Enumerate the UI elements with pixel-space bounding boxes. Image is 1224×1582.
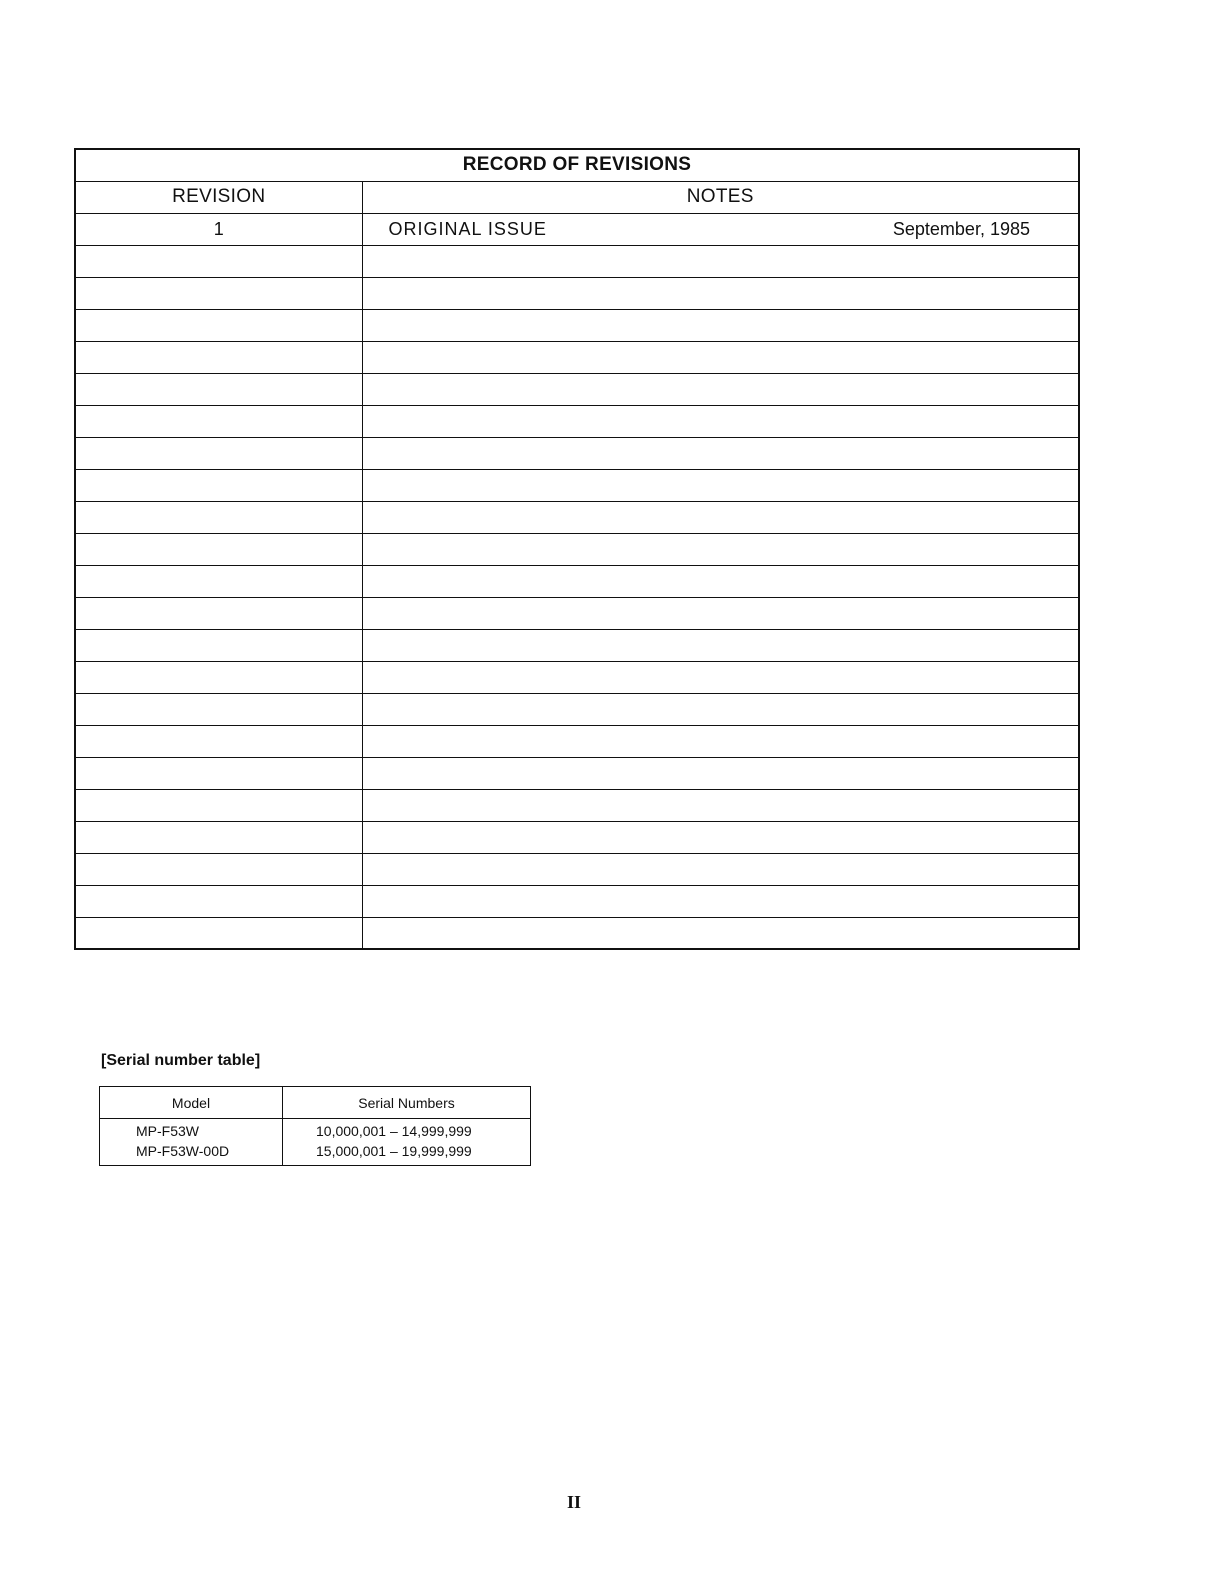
revision-row — [75, 469, 1079, 501]
model-value: MP-F53W — [136, 1123, 199, 1139]
revision-number-cell — [75, 309, 362, 341]
serial-table-caption: [Serial number table] — [101, 1052, 261, 1069]
record-of-revisions-table — [74, 148, 1080, 950]
revision-row — [75, 565, 1079, 597]
notes-column-header: NOTES — [362, 181, 1079, 213]
revision-note-cell — [362, 725, 1079, 757]
revision-number-cell — [75, 437, 362, 469]
revision-number-cell — [75, 853, 362, 885]
revision-number-cell — [75, 757, 362, 789]
revision-number-cell — [75, 821, 362, 853]
revision-note-cell — [362, 341, 1079, 373]
revision-row — [75, 661, 1079, 693]
revision-note-cell — [362, 693, 1079, 725]
revision-note-cell — [362, 373, 1079, 405]
serial-table-row — [100, 1119, 531, 1166]
revision-note-cell — [362, 597, 1079, 629]
serial-cell — [283, 1119, 531, 1166]
revision-note-cell — [362, 501, 1079, 533]
serial-range-value: 10,000,001 – 14,999,999 — [316, 1123, 472, 1139]
revision-row — [75, 245, 1079, 277]
revision-row — [75, 405, 1079, 437]
revision-number-cell — [75, 597, 362, 629]
revision-note-cell — [362, 565, 1079, 597]
serial-range-value: 15,000,001 – 19,999,999 — [316, 1143, 472, 1159]
revision-number-cell — [75, 501, 362, 533]
revision-number-cell — [75, 341, 362, 373]
page-number: II — [566, 1492, 581, 1512]
revision-row — [75, 853, 1079, 885]
revision-number-cell — [75, 629, 362, 661]
revision-note-cell — [362, 757, 1079, 789]
revision-row — [75, 309, 1079, 341]
revision-column-header: REVISION — [75, 181, 362, 213]
revision-number-cell — [75, 245, 362, 277]
revision-note-cell — [362, 789, 1079, 821]
revision-note-cell — [362, 853, 1079, 885]
revision-row — [75, 373, 1079, 405]
revision-note-cell — [362, 405, 1079, 437]
model-column-header: Model — [100, 1087, 283, 1119]
revision-row — [75, 693, 1079, 725]
revision-number-cell — [75, 885, 362, 917]
revision-note-cell — [362, 437, 1079, 469]
revision-row — [75, 789, 1079, 821]
revision-note-cell — [362, 917, 1079, 949]
revision-number-cell — [75, 725, 362, 757]
revision-note-cell — [362, 245, 1079, 277]
revision-row — [75, 917, 1079, 949]
serial-column-header: Serial Numbers — [283, 1087, 531, 1119]
revision-note-text: ORIGINAL ISSUE — [388, 218, 547, 239]
revision-number-cell — [75, 693, 362, 725]
revision-note-cell — [362, 213, 1079, 245]
revisions-title: RECORD OF REVISIONS — [75, 149, 1079, 181]
revision-number-cell — [75, 917, 362, 949]
revision-number-cell: 1 — [75, 213, 362, 245]
revision-date-text: September, 1985 — [892, 218, 1030, 239]
revision-note-cell — [362, 469, 1079, 501]
revision-row — [75, 501, 1079, 533]
revision-row — [75, 725, 1079, 757]
revision-note-cell — [362, 661, 1079, 693]
revision-note-cell — [362, 629, 1079, 661]
revision-row — [75, 277, 1079, 309]
revision-number-cell — [75, 277, 362, 309]
revision-row — [75, 885, 1079, 917]
revision-row — [75, 757, 1079, 789]
revision-row — [75, 597, 1079, 629]
serial-number-table — [99, 1086, 531, 1166]
revision-number-cell — [75, 469, 362, 501]
revision-row — [75, 821, 1079, 853]
model-cell — [100, 1119, 283, 1166]
revision-note-cell — [362, 885, 1079, 917]
revision-row — [75, 533, 1079, 565]
revision-row — [75, 213, 1079, 245]
revision-number-cell — [75, 661, 362, 693]
revision-row — [75, 437, 1079, 469]
revision-number-cell — [75, 405, 362, 437]
revision-number-cell — [75, 789, 362, 821]
model-value: MP-F53W-00D — [136, 1143, 230, 1159]
revision-number-cell — [75, 533, 362, 565]
revision-note-cell — [362, 533, 1079, 565]
revisions-body — [75, 213, 1079, 949]
revision-note-cell — [362, 821, 1079, 853]
revision-row — [75, 341, 1079, 373]
revision-number-cell — [75, 373, 362, 405]
revision-number-cell — [75, 565, 362, 597]
revision-note-cell — [362, 277, 1079, 309]
revision-row — [75, 629, 1079, 661]
revision-note-cell — [362, 309, 1079, 341]
